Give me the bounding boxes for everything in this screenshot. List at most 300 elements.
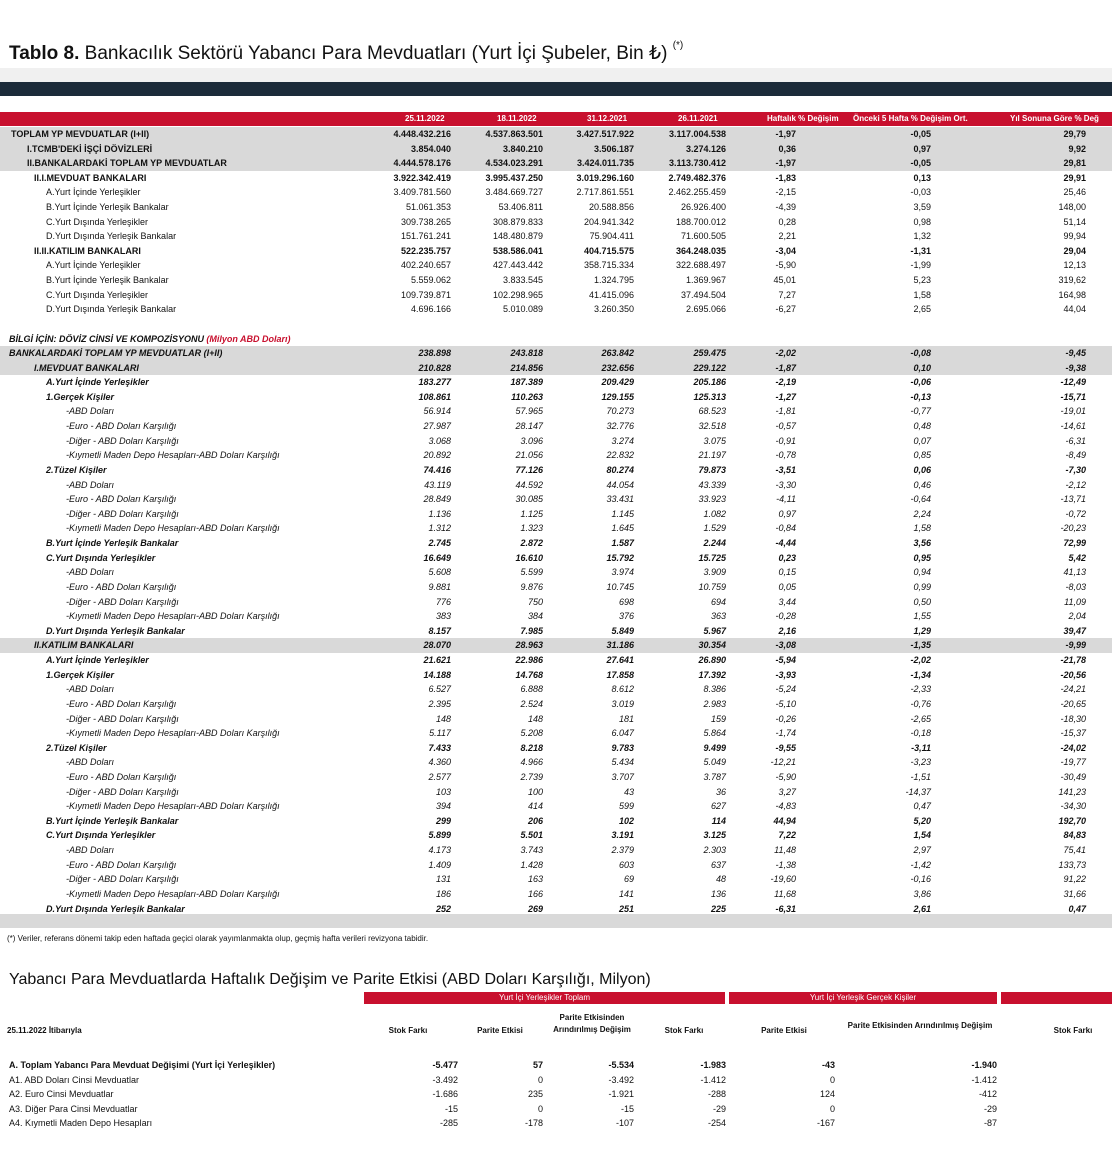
cell-value: 364.248.035 (675, 245, 726, 256)
cell-value: 22.986 (515, 655, 543, 666)
cell-value: 36 (715, 786, 726, 797)
cell-value: 206 (527, 815, 543, 826)
cell-value: 8.218 (520, 742, 543, 753)
cell-value: 2.695.066 (685, 304, 726, 315)
cell-value: 522.235.757 (400, 245, 451, 256)
cell-value: 3.974 (611, 567, 634, 578)
cell-value: 141,23 (1058, 786, 1086, 797)
table-row (0, 595, 1112, 610)
cell-value: 1.323 (520, 523, 543, 534)
cell-value: 3.274.126 (685, 143, 726, 154)
cell-value: 263.842 (601, 348, 634, 358)
cell-value: -7,30 (1065, 464, 1086, 475)
cell-value: -30,49 (1060, 771, 1086, 782)
cell-value: 698 (618, 596, 634, 607)
cell-value: 11,09 (1064, 596, 1086, 607)
cell-value: -0,64 (910, 494, 931, 505)
cell-value: 252 (435, 903, 451, 914)
cell-value: 2,24 (913, 508, 931, 519)
cell-value: -19,60 (770, 874, 796, 885)
cell-value: 5.049 (703, 757, 726, 768)
cell-value: 9.783 (611, 742, 634, 753)
cell-value: -254 (707, 1118, 726, 1128)
cell-value: 3,27 (778, 786, 796, 797)
row-label: C.Yurt Dışında Yerleşikler (46, 289, 149, 300)
cell-value: 32.518 (698, 421, 726, 432)
cell-value: -15,37 (1060, 728, 1086, 739)
cell-value: 151.761.241 (400, 231, 451, 242)
cell-value: 2,65 (913, 304, 931, 315)
cell-value: -2,12 (1065, 479, 1086, 490)
cell-value: 637 (710, 859, 726, 870)
cell-value: 51.061.353 (405, 202, 451, 212)
cell-value: 29,04 (1063, 245, 1086, 256)
cell-value: 3.787 (703, 771, 726, 782)
cell-value: 0,97 (913, 143, 931, 154)
cell-value: -0,84 (775, 523, 796, 534)
cell-value: 1.312 (428, 523, 451, 534)
cell-value: 4.537.863.501 (485, 129, 543, 139)
cell-value: 29,91 (1063, 172, 1086, 183)
cell-value: 1.529 (703, 523, 726, 534)
table-row (0, 799, 1112, 814)
cell-value: 9.499 (703, 742, 726, 753)
table-row (0, 1073, 1112, 1088)
cell-value: 164,98 (1058, 289, 1086, 300)
cell-value: 69 (623, 874, 634, 885)
row-label: -Diğer - ABD Doları Karşılığı (66, 435, 179, 446)
col-header: Yıl Sonuna Göre % Değ (1010, 114, 1099, 123)
cell-value: 5.434 (611, 757, 634, 768)
cell-value: -1,42 (910, 859, 931, 870)
table-row (0, 770, 1112, 785)
table-row (0, 638, 1112, 653)
cell-value: 3.922.342.419 (393, 172, 451, 183)
row-label: C.Yurt Dışında Yerleşikler (46, 552, 156, 563)
row-label: TOPLAM YP MEVDUATLAR (I+II) (11, 129, 150, 139)
cell-value: 148,00 (1058, 202, 1086, 212)
cell-value: 2,97 (913, 845, 931, 856)
table-row (0, 565, 1112, 580)
cell-value: 141 (618, 888, 634, 899)
cell-value: 14.188 (423, 669, 451, 680)
cell-value: 56.914 (423, 406, 451, 417)
cell-value: -178 (524, 1118, 543, 1128)
cell-value: 3.019 (611, 698, 634, 709)
row-label: -Kıymetli Maden Depo Hesapları-ABD Doları Karşılığı (66, 523, 280, 534)
cell-value: 3.096 (520, 435, 543, 446)
cell-value: 30.085 (515, 494, 543, 505)
cell-value: 109.739.871 (400, 289, 451, 300)
cell-value: 43.119 (424, 479, 451, 490)
cell-value: 0,47 (913, 801, 931, 812)
cell-value: 214.856 (510, 362, 543, 373)
cell-value: 15.792 (606, 552, 634, 563)
cell-value: 603 (618, 859, 634, 870)
row-label: II.II.KATILIM BANKALARI (34, 245, 141, 256)
row-label: -ABD Doları (66, 757, 115, 768)
cell-value: 188.700.012 (675, 216, 726, 227)
cell-value: 3.909 (703, 567, 726, 578)
cell-value: -5,94 (775, 655, 796, 666)
table-row (0, 463, 1112, 478)
cell-value: 15.725 (698, 552, 726, 563)
cell-value: 148 (435, 713, 451, 724)
cell-value: -5.534 (608, 1060, 634, 1070)
cell-value: 243.818 (510, 348, 543, 358)
cell-value: 21.621 (423, 655, 451, 666)
cell-value: 3.427.517.922 (576, 129, 634, 139)
cell-value: 148.480.879 (492, 231, 543, 242)
cell-value: 33.923 (698, 494, 726, 505)
cell-value: 238.898 (418, 348, 451, 358)
cell-value: 16.610 (515, 552, 543, 563)
cell-value: -3,08 (775, 640, 796, 651)
cell-value: 27.641 (606, 655, 634, 666)
cell-value: -0,57 (775, 421, 796, 432)
cell-value: 3.274 (611, 435, 634, 446)
cell-value: 2,21 (778, 231, 796, 242)
cell-value: -8,49 (1065, 450, 1086, 461)
row-label: -Euro - ABD Doları Karşılığı (66, 421, 177, 432)
cell-value: 4.966 (520, 757, 543, 768)
cell-value: 84,83 (1063, 830, 1086, 841)
cell-value: 2.395 (428, 698, 451, 709)
cell-value: 75.904.411 (589, 231, 634, 242)
table-row (0, 419, 1112, 434)
cell-value: 269 (527, 903, 543, 914)
cell-value: 29,79 (1063, 129, 1086, 139)
table-row (0, 741, 1112, 756)
cell-value: -0,18 (910, 728, 931, 739)
cell-value: 27.987 (423, 421, 451, 432)
cell-value: 3,56 (913, 538, 931, 549)
table-row (0, 507, 1112, 522)
cell-value: -2,65 (910, 713, 931, 724)
cell-value: -19,01 (1060, 406, 1086, 417)
cell-value: 21.056 (515, 450, 543, 461)
cell-value: 5.117 (429, 728, 451, 739)
cell-value: 4.534.023.291 (485, 158, 543, 169)
cell-value: 32.776 (606, 421, 634, 432)
row-label: B.Yurt İçinde Yerleşik Bankalar (46, 815, 179, 826)
t2-col-header: Stok Farkı (1053, 1026, 1093, 1035)
cell-value: -2,02 (775, 348, 796, 358)
cell-value: 181 (618, 713, 634, 724)
cell-value: 0,28 (778, 216, 796, 227)
table-row (0, 726, 1112, 741)
cell-value: -8,03 (1065, 581, 1086, 592)
table-row (0, 142, 1112, 157)
cell-value: 0,06 (913, 464, 931, 475)
row-label: D.Yurt Dışında Yerleşik Bankalar (46, 903, 185, 914)
cell-value: 4.444.578.176 (393, 158, 451, 169)
cell-value: 3.840.210 (502, 143, 543, 154)
cell-value: -2,33 (910, 684, 931, 695)
table-row (0, 302, 1112, 317)
cell-value: -15,71 (1060, 391, 1086, 402)
cell-value: -21,78 (1060, 655, 1086, 666)
cell-value: 0,47 (1068, 903, 1086, 914)
table-row (0, 551, 1112, 566)
cell-value: 2.524 (520, 698, 543, 709)
cell-value: 102.298.965 (492, 289, 543, 300)
table-row (0, 273, 1112, 288)
row-label: A.Yurt İçinde Yerleşikler (46, 187, 141, 198)
cell-value: 0,97 (778, 508, 796, 519)
cell-value: -29 (712, 1103, 726, 1114)
row-label: -Kıymetli Maden Depo Hesapları-ABD Doları Karşılığı (66, 801, 280, 812)
cell-value: 5.010.089 (502, 304, 543, 315)
cell-value: -1,87 (775, 362, 796, 373)
group-header-extra (1001, 992, 1112, 1004)
cell-value: 48 (715, 874, 726, 885)
table-row (0, 375, 1112, 390)
cell-value: -6,31 (1065, 435, 1086, 446)
cell-value: 22.832 (606, 450, 634, 461)
row-label: D.Yurt Dışında Yerleşik Bankalar (46, 304, 177, 315)
cell-value: 30.354 (698, 640, 726, 651)
table-row (0, 288, 1112, 303)
cell-value: 0,36 (778, 143, 796, 154)
cell-value: 20.892 (423, 450, 451, 461)
cell-value: 205.186 (693, 377, 726, 388)
cell-value: 28.147 (515, 421, 543, 432)
cell-value: -87 (983, 1118, 997, 1128)
cell-value: -0,08 (910, 348, 931, 358)
cell-value: 0,23 (778, 552, 796, 563)
row-label: A3. Diğer Para Cinsi Mevduatlar (9, 1103, 138, 1114)
table-row (0, 492, 1112, 507)
t2-col-header: Parite Etkisi (761, 1026, 807, 1035)
cell-value: 108.861 (418, 391, 451, 402)
table-row (0, 712, 1112, 727)
cell-value: -167 (816, 1118, 835, 1128)
cell-value: 4.696.166 (410, 304, 451, 315)
cell-value: -6,27 (775, 304, 796, 315)
cell-value: 5.864 (703, 728, 726, 739)
group-header-total: Yurt İçi Yerleşikler Toplam (364, 992, 725, 1004)
cell-value: -1,97 (775, 129, 796, 139)
cell-value: -1.412 (700, 1074, 726, 1085)
cell-value: 1.082 (703, 508, 726, 519)
cell-value: 5.208 (520, 728, 543, 739)
cell-value: -9,55 (775, 742, 796, 753)
table-row (0, 229, 1112, 244)
table-row (0, 185, 1112, 200)
row-label: -Kıymetli Maden Depo Hesapları-ABD Doları Karşılığı (66, 611, 280, 622)
cell-value: 5.967 (703, 625, 726, 636)
table-row (0, 171, 1112, 186)
cell-value: 9,92 (1068, 143, 1086, 154)
cell-value: -1.983 (700, 1060, 726, 1070)
cell-value: 4.448.432.216 (393, 129, 451, 139)
cell-value: 57 (532, 1060, 543, 1070)
cell-value: 70.273 (606, 406, 634, 417)
cell-value: 166 (527, 888, 543, 899)
row-label: 1.Gerçek Kişiler (46, 391, 115, 402)
cell-value: -9,45 (1065, 348, 1086, 358)
cell-value: 159 (710, 713, 726, 724)
cell-value: 8.157 (428, 625, 451, 636)
table-row (0, 1102, 1112, 1117)
cell-value: -2,15 (775, 187, 796, 198)
table-row (0, 653, 1112, 668)
cell-value: 5.899 (428, 830, 451, 841)
cell-value: 3.260.350 (593, 304, 634, 315)
cell-value: 7.985 (520, 625, 543, 636)
cell-value: -15 (620, 1103, 634, 1114)
cell-value: -1,31 (910, 245, 931, 256)
cell-value: 0,13 (913, 172, 931, 183)
cell-value: 232.656 (601, 362, 634, 373)
cell-value: 627 (710, 801, 726, 812)
cell-value: 599 (618, 801, 634, 812)
cell-value: 414 (527, 801, 543, 812)
row-label: -Euro - ABD Doları Karşılığı (66, 771, 177, 782)
row-label: II.I.MEVDUAT BANKALARI (34, 172, 147, 183)
cell-value: -0,78 (775, 450, 796, 461)
cell-value: 776 (435, 596, 451, 607)
table-row (0, 858, 1112, 873)
cell-value: 319,62 (1058, 275, 1086, 285)
t2-col-header: Stok Farkı (388, 1026, 428, 1035)
row-label: II.BANKALARDAKİ TOPLAM YP MEVDUATLAR (27, 158, 227, 169)
cell-value: 43.339 (698, 479, 726, 490)
info-row (0, 332, 1112, 347)
cell-value: 5.559.062 (410, 275, 451, 285)
row-label: -Diğer - ABD Doları Karşılığı (66, 596, 179, 607)
cell-value: 5,42 (1068, 552, 1086, 563)
cell-value: 376 (618, 611, 634, 622)
row-label: D.Yurt Dışında Yerleşik Bankalar (46, 625, 185, 636)
table-row (0, 785, 1112, 800)
cell-value: -0,06 (910, 377, 931, 388)
cell-value: -14,61 (1060, 421, 1086, 432)
cell-value: 80.274 (606, 464, 634, 475)
cell-value: -5,90 (775, 771, 796, 782)
cell-value: -107 (615, 1118, 634, 1128)
cell-value: 91,22 (1063, 874, 1086, 885)
cell-value: 0 (537, 1103, 543, 1114)
cell-value: 7,27 (778, 289, 796, 300)
cell-value: 1.145 (611, 508, 634, 519)
cell-value: 45,01 (773, 275, 796, 285)
cell-value: 2.739 (520, 771, 543, 782)
cell-value: 68.523 (698, 406, 726, 417)
cell-value: 3.068 (428, 435, 451, 446)
cell-value: 3.854.040 (410, 143, 451, 154)
cell-value: 3.019.296.160 (576, 172, 634, 183)
table-row (0, 478, 1112, 493)
cell-value: 2.717.861.551 (576, 187, 634, 198)
cell-value: -9,38 (1065, 362, 1086, 373)
cell-value: 187.389 (510, 377, 543, 388)
cell-value: 44,04 (1063, 304, 1086, 315)
cell-value: 229.122 (693, 362, 726, 373)
row-label: B.Yurt İçinde Yerleşik Bankalar (46, 538, 179, 549)
cell-value: 404.715.575 (583, 245, 634, 256)
cell-value: -4,44 (775, 538, 796, 549)
cell-value: 102 (618, 815, 634, 826)
row-label: II.KATILIM BANKALARI (34, 640, 134, 651)
date-label: 25.11.2022 İtibarıyla (7, 1026, 82, 1035)
cell-value: 41,13 (1063, 567, 1086, 578)
cell-value: -2,02 (910, 655, 931, 666)
cell-value: 5.849 (611, 625, 634, 636)
cell-value: 5.608 (428, 567, 451, 578)
row-label: -Kıymetli Maden Depo Hesapları-ABD Doları Karşılığı (66, 888, 280, 899)
cell-value: 53.406.811 (498, 202, 543, 212)
row-label: D.Yurt Dışında Yerleşik Bankalar (46, 231, 177, 242)
cell-value: -285 (439, 1118, 458, 1128)
cell-value: 29,81 (1063, 158, 1086, 169)
cell-value: 20.588.856 (588, 202, 634, 212)
table-row (0, 200, 1112, 215)
table-row (0, 887, 1112, 902)
cell-value: 79.873 (698, 464, 726, 475)
cell-value: 3.191 (611, 830, 634, 841)
cell-value: 251 (618, 903, 634, 914)
cell-value: 125.313 (693, 391, 726, 402)
title-dark-band (0, 82, 1112, 96)
col-header: 31.12.2021 (587, 114, 628, 123)
cell-value: 6.047 (611, 728, 634, 739)
table-row (0, 814, 1112, 829)
cell-value: 0,05 (778, 581, 796, 592)
row-label: C.Yurt Dışında Yerleşikler (46, 216, 149, 227)
cell-value: -13,71 (1060, 494, 1086, 505)
cell-value: 136 (710, 888, 726, 899)
table-row (0, 258, 1112, 273)
cell-value: 3,44 (778, 596, 796, 607)
col-header: 26.11.2021 (678, 114, 718, 123)
cell-value: 51,14 (1063, 216, 1086, 227)
table-row (0, 346, 1112, 361)
cell-value: 358.715.334 (583, 260, 634, 271)
cell-value: -1,74 (775, 728, 796, 739)
cell-value: 2.244 (703, 538, 726, 549)
cell-value: 17.858 (606, 669, 634, 680)
cell-value: 3.707 (611, 771, 634, 782)
table-row (0, 843, 1112, 858)
cell-value: 17.392 (698, 669, 726, 680)
cell-value: 0,48 (913, 421, 931, 432)
cell-value: -3,11 (911, 742, 931, 753)
cell-value: 77.126 (515, 464, 543, 475)
cell-value: 1,55 (913, 611, 931, 622)
cell-value: -1,27 (775, 391, 796, 402)
row-label: 1.Gerçek Kişiler (46, 669, 115, 680)
cell-value: 10.759 (698, 581, 726, 592)
cell-value: 0,85 (913, 450, 931, 461)
cell-value: 11,68 (774, 888, 796, 899)
cell-value: -18,30 (1060, 713, 1086, 724)
cell-value: -0,76 (910, 698, 931, 709)
cell-value: -4,83 (775, 801, 796, 812)
cell-value: 5.599 (520, 567, 543, 578)
table-row (0, 448, 1112, 463)
cell-value: -3,30 (775, 479, 796, 490)
cell-value: 8.386 (703, 684, 726, 695)
cell-value: 192,70 (1058, 815, 1086, 826)
cell-value: 384 (527, 611, 543, 622)
cell-value: -12,21 (770, 757, 796, 768)
cell-value: 3.113.730.412 (668, 158, 726, 169)
cell-value: 16.649 (423, 552, 451, 563)
cell-value: -1.921 (608, 1089, 634, 1099)
cell-value: 4.360 (428, 757, 451, 768)
